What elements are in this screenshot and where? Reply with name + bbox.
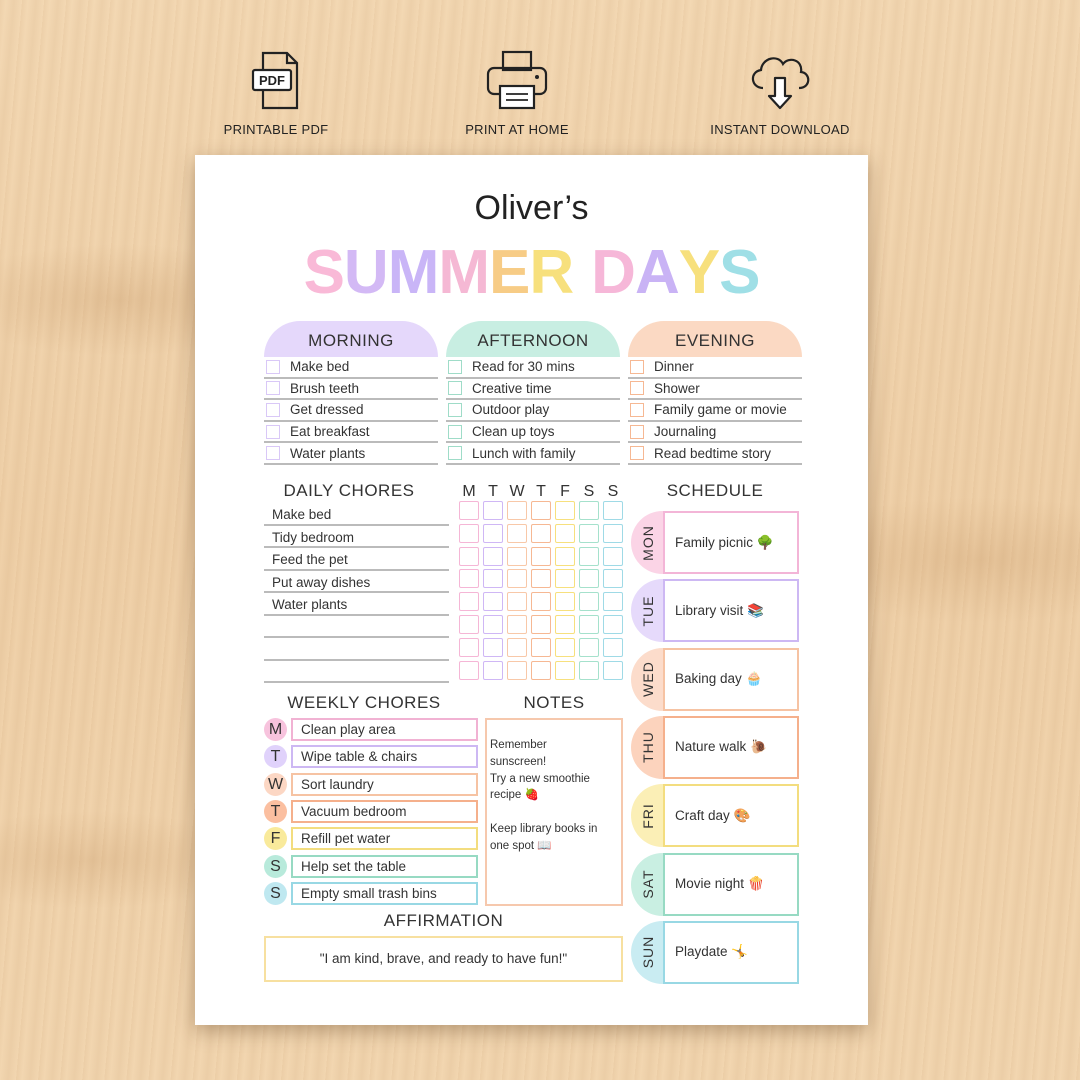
routine-item <box>446 357 620 379</box>
schedule-day-wed <box>631 648 799 711</box>
checkbox[interactable] <box>448 403 462 417</box>
chore-checkbox[interactable] <box>555 569 575 588</box>
daily-chore-line: Put away dishes <box>264 571 449 594</box>
checkbox[interactable] <box>448 446 462 460</box>
chore-checkbox[interactable] <box>579 615 599 634</box>
schedule-day-label: SUN <box>640 936 656 969</box>
weekly-day-circle: W <box>264 773 287 796</box>
chore-checkbox[interactable] <box>483 569 503 588</box>
routine-heading: AFTERNOON <box>446 321 620 357</box>
day-letter: W <box>509 483 525 500</box>
routine-morning <box>264 321 438 465</box>
routine-item <box>446 400 620 422</box>
chore-checkbox[interactable] <box>507 524 527 543</box>
schedule-day-sun <box>631 921 799 984</box>
title-letter: E <box>489 238 530 307</box>
weekly-day-circle: M <box>264 718 287 741</box>
chore-checkbox[interactable] <box>531 569 551 588</box>
routine-item-label: Water plants <box>290 445 366 461</box>
title-letter: U <box>343 238 388 307</box>
routine-item <box>628 422 802 444</box>
checkbox[interactable] <box>630 425 644 439</box>
schedule-activity: Baking day 🧁 <box>663 648 799 711</box>
chore-checkbox[interactable] <box>555 592 575 611</box>
weekly-chore-task: Empty small trash bins <box>291 882 478 905</box>
day-letter: T <box>536 483 546 500</box>
cloud-download-icon <box>745 50 815 112</box>
chore-checkbox[interactable] <box>579 661 599 680</box>
pdf-file-icon <box>241 50 311 112</box>
weekly-chores-heading: WEEKLY CHORES <box>287 693 441 712</box>
weekly-day-circle: F <box>264 827 287 850</box>
printer-icon <box>482 50 552 112</box>
chore-checkbox[interactable] <box>459 615 479 634</box>
title-letter: M <box>438 238 490 307</box>
schedule-day-label: SAT <box>640 869 656 899</box>
schedule-day-tab <box>631 784 665 847</box>
routine-item-label: Lunch with family <box>472 445 576 461</box>
schedule-day-label: FRI <box>640 802 656 829</box>
routine-afternoon <box>446 321 620 465</box>
feature-print-at-home <box>417 50 617 137</box>
routine-item <box>264 443 438 465</box>
checkbox[interactable] <box>630 446 644 460</box>
schedule-day-tab <box>631 921 665 984</box>
daily-chore-line: Water plants <box>264 593 449 616</box>
routine-item <box>446 422 620 444</box>
chore-checkbox[interactable] <box>531 638 551 657</box>
routine-item-label: Clean up toys <box>472 424 555 440</box>
weekly-day-circle: S <box>264 855 287 878</box>
chore-checkbox[interactable] <box>507 547 527 566</box>
title-letter: Y <box>678 238 720 307</box>
owner-name: Oliver’s <box>474 189 589 227</box>
chore-checkbox[interactable] <box>603 547 623 566</box>
weekly-chore-task: Wipe table & chairs <box>291 745 478 768</box>
checkbox[interactable] <box>448 360 462 374</box>
schedule-day-label: MON <box>640 524 656 561</box>
routine-item-label: Make bed <box>290 359 350 375</box>
checkbox[interactable] <box>266 403 280 417</box>
schedule-heading: SCHEDULE <box>666 481 764 500</box>
routine-item-label: Journaling <box>654 424 717 440</box>
printable-sheet <box>195 155 868 1025</box>
chore-checkbox[interactable] <box>459 661 479 680</box>
weekly-day-circle: T <box>264 800 287 823</box>
schedule-day-thu <box>631 716 799 779</box>
chore-checkbox[interactable] <box>459 592 479 611</box>
schedule-day-tab <box>631 853 665 916</box>
day-letter: T <box>488 483 498 500</box>
daily-chore-line: Make bed <box>264 503 449 526</box>
schedule-day-label: THU <box>640 731 656 764</box>
checkbox[interactable] <box>630 381 644 395</box>
chore-checkbox[interactable] <box>531 615 551 634</box>
chore-checkbox[interactable] <box>459 501 479 520</box>
routine-heading: EVENING <box>628 321 802 357</box>
chore-checkbox[interactable] <box>507 501 527 520</box>
title-letter: D <box>591 238 635 307</box>
chore-checkbox[interactable] <box>531 501 551 520</box>
checkbox[interactable] <box>630 403 644 417</box>
routine-item <box>264 357 438 379</box>
schedule-day-tue <box>631 579 799 642</box>
chore-checkbox[interactable] <box>579 569 599 588</box>
title-letter: S <box>719 238 760 307</box>
schedule-day-mon <box>631 511 799 574</box>
checkbox[interactable] <box>630 360 644 374</box>
chore-checkbox[interactable] <box>507 569 527 588</box>
feature-printable-pdf <box>176 50 376 137</box>
routine-heading: MORNING <box>264 321 438 357</box>
chore-checkbox[interactable] <box>579 547 599 566</box>
weekly-chore-task: Help set the table <box>291 855 478 878</box>
checkbox[interactable] <box>266 360 280 374</box>
chore-checkbox[interactable] <box>579 592 599 611</box>
feature-label: INSTANT DOWNLOAD <box>710 122 850 137</box>
weekly-chore-task: Sort laundry <box>291 773 478 796</box>
routine-item-label: Outdoor play <box>472 402 550 418</box>
schedule-day-tab <box>631 511 665 574</box>
schedule-activity: Playdate 🤸 <box>663 921 799 984</box>
chore-checkbox[interactable] <box>531 524 551 543</box>
routine-item <box>446 443 620 465</box>
routine-evening <box>628 321 802 465</box>
notes-box <box>485 718 623 906</box>
routine-item <box>628 443 802 465</box>
chore-checkbox[interactable] <box>579 501 599 520</box>
weekly-chore-task: Refill pet water <box>291 827 478 850</box>
chore-checkbox[interactable] <box>507 638 527 657</box>
chore-checkbox[interactable] <box>483 661 503 680</box>
chore-checkbox[interactable] <box>531 547 551 566</box>
daily-chore-line: Feed the pet <box>264 548 449 571</box>
routine-item-label: Read for 30 mins <box>472 359 575 375</box>
chore-checkbox[interactable] <box>483 501 503 520</box>
pdf-icon-text: PDF <box>259 73 285 88</box>
day-letter: F <box>560 483 570 500</box>
chore-checkbox[interactable] <box>555 661 575 680</box>
routine-item-label: Brush teeth <box>290 380 360 396</box>
affirmation-heading: AFFIRMATION <box>383 911 504 930</box>
routine-item <box>264 422 438 444</box>
routine-item-label: Family game or movie <box>654 402 787 418</box>
chore-checkbox[interactable] <box>603 592 623 611</box>
weekly-day-circle: S <box>264 882 287 905</box>
chore-checkbox[interactable] <box>483 615 503 634</box>
chore-checkbox[interactable] <box>507 661 527 680</box>
chore-checkbox[interactable] <box>483 638 503 657</box>
checkbox[interactable] <box>448 425 462 439</box>
chore-checkbox[interactable] <box>603 615 623 634</box>
title-letter: R <box>529 238 574 307</box>
daily-chore-line <box>264 616 449 639</box>
day-letter: M <box>462 483 476 500</box>
chore-checkbox[interactable] <box>603 501 623 520</box>
checkbox[interactable] <box>266 425 280 439</box>
daily-chores-heading: DAILY CHORES <box>283 481 415 500</box>
feature-label: PRINTABLE PDF <box>223 122 329 137</box>
schedule-day-label: TUE <box>640 595 656 627</box>
routine-item <box>628 400 802 422</box>
schedule-day-tab <box>631 579 665 642</box>
chore-checkbox[interactable] <box>507 615 527 634</box>
chore-checkbox[interactable] <box>555 615 575 634</box>
feature-instant-download <box>680 50 880 137</box>
schedule-day-fri <box>631 784 799 847</box>
routine-item-label: Read bedtime story <box>654 445 772 461</box>
weekly-chore-task: Vacuum bedroom <box>291 800 478 823</box>
daily-chore-line: Tidy bedroom <box>264 526 449 549</box>
chore-checkbox[interactable] <box>507 592 527 611</box>
day-letter: S <box>607 483 619 500</box>
daily-chore-line <box>264 638 449 661</box>
routine-item-label: Get dressed <box>290 402 364 418</box>
schedule-activity: Craft day 🎨 <box>663 784 799 847</box>
schedule-day-sat <box>631 853 799 916</box>
routine-item <box>264 400 438 422</box>
chore-checkbox[interactable] <box>459 569 479 588</box>
weekly-day-circle: T <box>264 745 287 768</box>
routine-item <box>628 379 802 401</box>
schedule-day-tab <box>631 716 665 779</box>
chore-checkbox[interactable] <box>555 524 575 543</box>
chore-checkbox[interactable] <box>603 638 623 657</box>
chore-checkbox[interactable] <box>603 569 623 588</box>
chore-checkbox[interactable] <box>579 638 599 657</box>
sheet-title <box>195 237 868 308</box>
chore-checkbox[interactable] <box>459 547 479 566</box>
affirmation-box <box>264 936 623 982</box>
chore-checkbox[interactable] <box>603 661 623 680</box>
routine-item-label: Creative time <box>472 380 552 396</box>
schedule-activity: Library visit 📚 <box>663 579 799 642</box>
routine-item-label: Dinner <box>654 359 694 375</box>
chore-checkbox[interactable] <box>579 524 599 543</box>
chore-checkbox[interactable] <box>603 524 623 543</box>
chore-checkbox[interactable] <box>483 592 503 611</box>
chore-checkbox[interactable] <box>531 592 551 611</box>
routine-item <box>628 357 802 379</box>
routine-item <box>264 379 438 401</box>
schedule-day-tab <box>631 648 665 711</box>
affirmation-text: "I am kind, brave, and ready to have fun!" <box>319 951 568 966</box>
chore-checkbox[interactable] <box>483 524 503 543</box>
chore-checkbox[interactable] <box>483 547 503 566</box>
title-letter: M <box>387 238 439 307</box>
daily-chore-line <box>264 661 449 684</box>
schedule-activity: Nature walk 🐌 <box>663 716 799 779</box>
chore-checkbox[interactable] <box>555 547 575 566</box>
schedule-activity: Movie night 🍿 <box>663 853 799 916</box>
notes-heading: NOTES <box>523 693 585 712</box>
chore-checkbox[interactable] <box>459 524 479 543</box>
title-letter: S <box>303 238 344 307</box>
notes-text: Remember sunscreen! Try a new smoothie recipe 🍓 Keep library books in one spot 📖 <box>490 739 598 852</box>
day-letter: S <box>583 483 595 500</box>
title-letter: A <box>634 238 679 307</box>
schedule-activity: Family picnic 🌳 <box>663 511 799 574</box>
chore-checkbox[interactable] <box>459 638 479 657</box>
checkbox[interactable] <box>266 446 280 460</box>
chore-checkbox[interactable] <box>531 661 551 680</box>
weekly-chore-task: Clean play area <box>291 718 478 741</box>
routine-item-label: Eat breakfast <box>290 424 370 440</box>
chore-checkbox[interactable] <box>555 501 575 520</box>
routine-item <box>446 379 620 401</box>
checkbox[interactable] <box>448 381 462 395</box>
routine-item-label: Shower <box>654 380 700 396</box>
chore-checkbox[interactable] <box>555 638 575 657</box>
schedule-day-label: WED <box>640 661 656 697</box>
checkbox[interactable] <box>266 381 280 395</box>
feature-label: PRINT AT HOME <box>465 122 569 137</box>
